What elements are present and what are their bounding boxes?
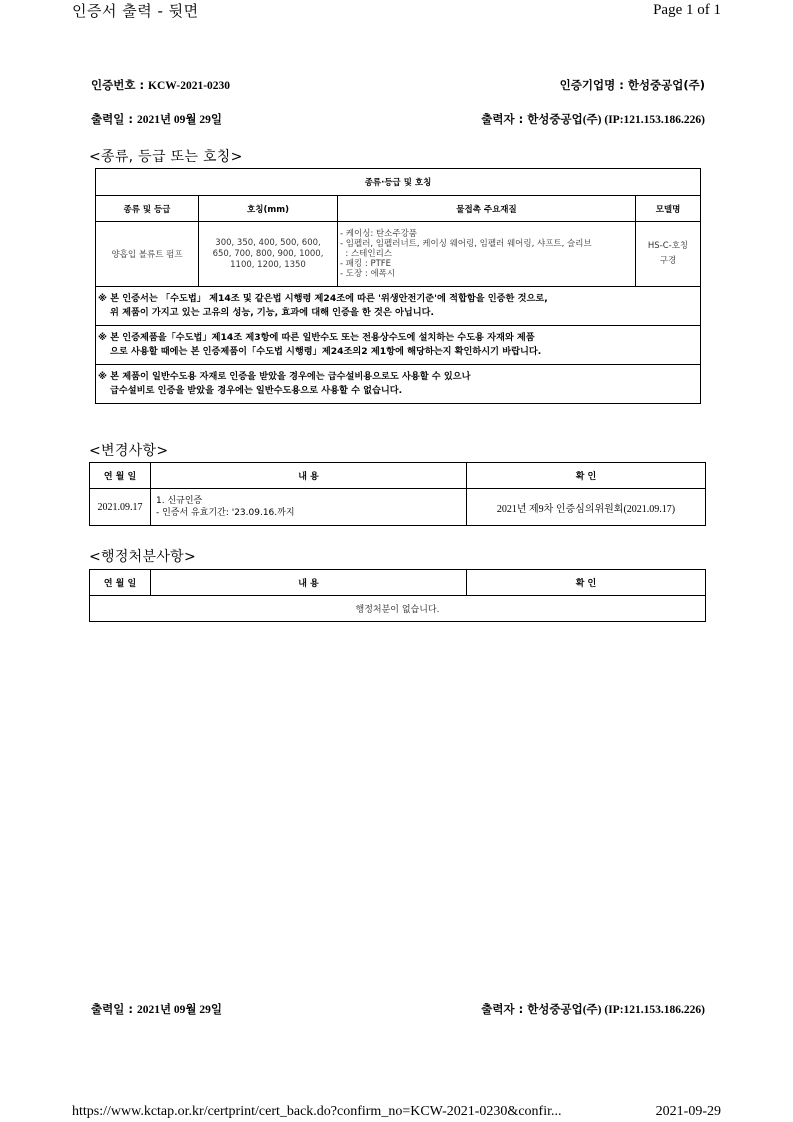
changes-table	[89, 462, 706, 526]
section-type-grade-title: <종류, 등급 또는 호칭>	[89, 149, 243, 165]
col-size: 호칭(mm)	[199, 196, 338, 222]
company-name	[560, 77, 705, 93]
note-3-line2: 급수설비로 인증을 받았을 경우에는 일반수도용으로 사용할 수 없습니다.	[110, 385, 403, 396]
note-2-line2: 으로 사용할 때에는 본 인증제품이「수도법 시행령」제24조의2 제1항에 해당하는지 확인하시기 바랍니다.	[110, 346, 542, 357]
print-date-label: 출력일 :	[91, 1002, 137, 1016]
note-3	[96, 365, 701, 404]
note-1	[96, 287, 701, 326]
print-date-bottom	[91, 1001, 222, 1017]
company-name-label: 인증기업명 :	[559, 78, 628, 92]
cell-sizes: 300, 350, 400, 500, 600, 650, 700, 800, 900, 1000, 1100, 1200, 1350	[199, 222, 338, 287]
note-2	[96, 326, 701, 365]
change-content-line1: 1. 신규인증	[156, 496, 203, 506]
printer-label: 출력자 :	[481, 112, 528, 126]
col-type-grade: 종류 및 등급	[96, 196, 199, 222]
section-changes-title: <변경사항>	[89, 443, 169, 459]
note-2-line1: ※ 본 인증제품을「수도법」제14조 제3항에 따른 일반수도 또는 전용상수도에 설치하는 수도용 자재와 제품	[98, 332, 535, 343]
material-line: - 패킹 : PTFE	[340, 259, 392, 269]
note-1-line1: ※ 본 인증서는 「수도법」 제14조 및 같은법 시행령 제24조에 따른 '위생안전기준'에 적합함을 인증한 것으로,	[98, 293, 548, 304]
print-footer-date: 2021-09-29	[655, 1104, 721, 1119]
col-date: 연 월 일	[90, 463, 151, 489]
col-confirm: 확 인	[467, 463, 706, 489]
printer-value: 한성중공업(주) (IP:121.153.186.226)	[527, 114, 705, 126]
material-line: - 임펠러, 임펠러너트, 케이싱 웨어링, 임펠러 웨어링, 샤프트, 슬리브	[340, 239, 592, 249]
col-confirm: 확 인	[467, 570, 706, 596]
print-date	[91, 111, 222, 127]
col-content: 내 용	[151, 463, 467, 489]
change-date: 2021.09.17	[90, 489, 151, 526]
print-date-value: 2021년 09월 29일	[136, 1004, 223, 1016]
print-footer-url: https://www.kctap.or.kr/certprint/cert_back.do?confirm_no=KCW-2021-0230&confir...	[72, 1104, 562, 1119]
cell-materials	[338, 222, 636, 287]
print-header-title: 인증서 출력 - 뒷면	[72, 2, 199, 20]
printer-info	[481, 111, 705, 127]
print-date-value: 2021년 09월 29일	[136, 114, 223, 126]
print-date-label: 출력일 :	[91, 112, 137, 126]
printer-label: 출력자 :	[481, 1002, 528, 1016]
admin-actions-empty: 행정처분이 없습니다.	[90, 596, 706, 622]
cert-number	[91, 77, 230, 93]
col-materials: 물접촉 주요재질	[338, 196, 636, 222]
cert-number-label: 인증번호 :	[91, 78, 149, 92]
change-content	[151, 489, 467, 526]
type-grade-table	[95, 168, 701, 404]
material-line: - 도장 : 에폭시	[340, 269, 396, 279]
cert-number-value: KCW-2021-0230	[148, 80, 231, 92]
printer-info-bottom	[481, 1001, 705, 1017]
change-confirm: 2021년 제9차 인증심의위원회(2021.09.17)	[467, 489, 706, 526]
col-model: 모델명	[636, 196, 701, 222]
material-line: : 스테인리스	[340, 249, 393, 259]
material-line: - 케이싱: 탄소주강품	[340, 229, 418, 239]
cell-model: HS-C-호칭구경	[636, 222, 701, 287]
section-admin-actions-title: <행정처분사항>	[89, 549, 197, 565]
change-content-line2: - 인증서 유효기간: '23.09.16.까지	[156, 508, 295, 518]
cell-type: 양흡입 볼류트 펌프	[96, 222, 199, 287]
page-indicator: Page 1 of 1	[653, 2, 721, 18]
col-content: 내 용	[151, 570, 467, 596]
col-date: 연 월 일	[90, 570, 151, 596]
company-name-value: 한성중공업(주)	[627, 78, 705, 92]
printer-value: 한성중공업(주) (IP:121.153.186.226)	[527, 1004, 705, 1016]
note-3-line1: ※ 본 제품이 일반수도용 자재로 인증을 받았을 경우에는 급수설비용으로도 사용할 수 있으나	[98, 371, 471, 382]
admin-actions-table	[89, 569, 706, 622]
table-title: 종류·등급 및 호칭	[96, 169, 701, 196]
note-1-line2: 위 제품이 가지고 있는 고유의 성능, 기능, 효과에 대해 인증을 한 것은 아닙니다.	[110, 307, 434, 318]
